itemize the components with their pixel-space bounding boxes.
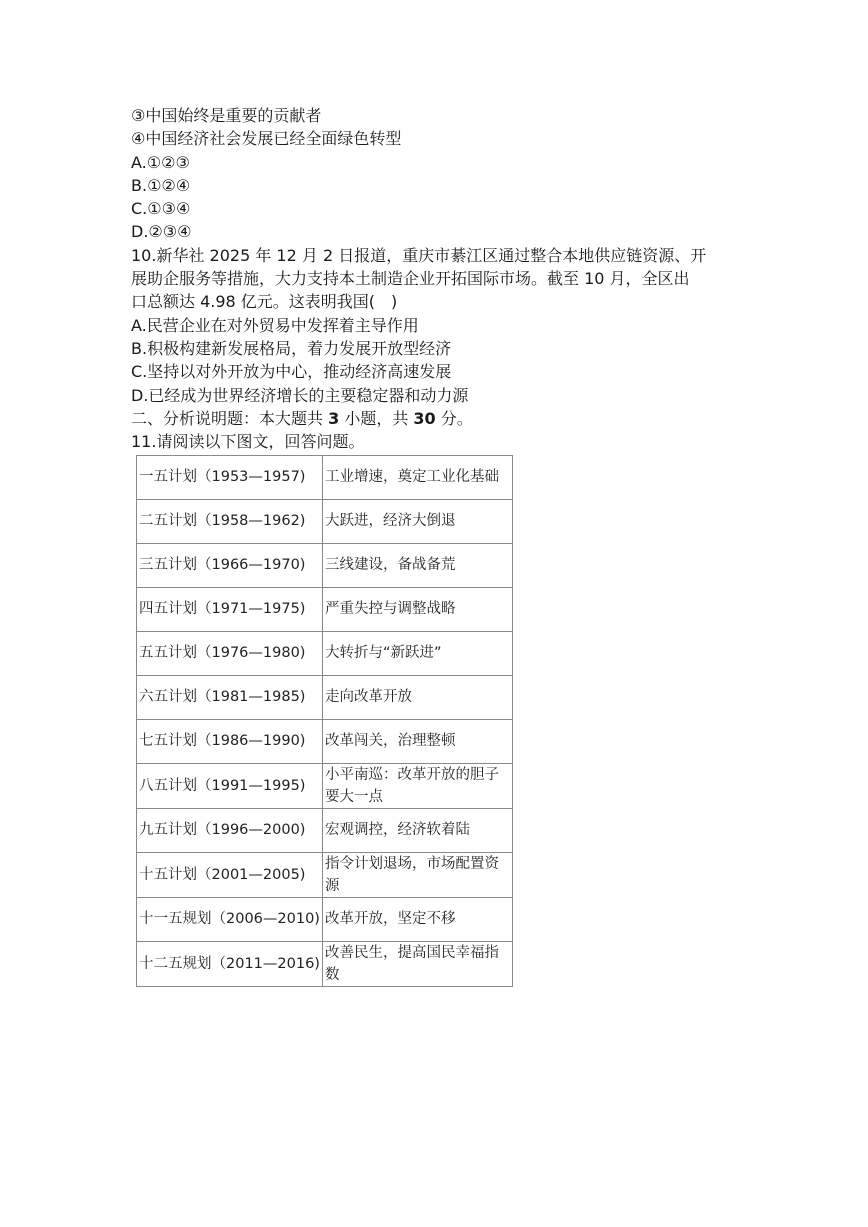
plan-period-cell: 八五计划（1991—1995)	[137, 764, 323, 809]
option-c: C.坚持以对外开放为中心，推动经济高速发展	[131, 362, 452, 382]
section-suffix: 分。	[435, 408, 473, 428]
question-11-stem: 11.请阅读以下图文，回答问题。	[131, 432, 365, 452]
plan-period-cell: 十五计划（2001—2005)	[137, 853, 323, 898]
plan-period-cell: 七五计划（1986—1990)	[137, 720, 323, 764]
option-c: C.①③④	[131, 199, 191, 219]
option-a: A.①②③	[131, 152, 190, 172]
option-a: A.民营企业在对外贸易中发挥着主导作用	[131, 315, 419, 335]
plan-description-cell: 小平南巡：改革开放的胆子要大一点	[323, 764, 513, 809]
text-line: ③中国始终是重要的贡献者	[131, 106, 322, 125]
total-score: 30	[413, 408, 436, 428]
table-row	[137, 942, 513, 987]
table-row	[137, 720, 513, 764]
section-middle: 小题，共	[339, 408, 414, 428]
plan-period-cell: 五五计划（1976—1980)	[137, 632, 323, 676]
option-b: B.积极构建新发展格局，着力发展开放型经济	[131, 338, 452, 358]
table-row	[137, 456, 513, 500]
plan-description-cell: 严重失控与调整战略	[323, 588, 513, 632]
plan-description-cell: 三线建设，备战备荒	[323, 544, 513, 588]
plan-description-cell: 宏观调控，经济软着陆	[323, 809, 513, 853]
plan-period-cell: 二五计划（1958—1962)	[137, 500, 323, 544]
plan-period-cell: 十二五规划（2011—2016)	[137, 942, 323, 987]
option-b: B.①②④	[131, 175, 191, 195]
plan-description-cell: 大转折与“新跃进”	[323, 632, 513, 676]
table-row	[137, 898, 513, 942]
plan-period-cell: 九五计划（1996—2000)	[137, 809, 323, 853]
table-row	[137, 764, 513, 809]
plan-period-cell: 三五计划（1966—1970)	[137, 544, 323, 588]
question-10-stem: 展助企服务等措施，大力支持本土制造企业开拓国际市场。截至 10 月，全区出	[131, 269, 690, 289]
plan-period-cell: 一五计划（1953—1957)	[137, 456, 323, 500]
plan-description-cell: 走向改革开放	[323, 676, 513, 720]
table-row	[137, 588, 513, 632]
document-body	[131, 104, 751, 453]
table-row	[137, 676, 513, 720]
plan-description-cell: 改善民生，提高国民幸福指数	[323, 942, 513, 987]
plan-period-cell: 十一五规划（2006—2010)	[137, 898, 323, 942]
plan-description-cell: 大跃进，经济大倒退	[323, 500, 513, 544]
option-d: D.②③④	[131, 222, 192, 242]
plan-description-cell: 改革开放，坚定不移	[323, 898, 513, 942]
table-row	[137, 632, 513, 676]
table-row	[137, 500, 513, 544]
five-year-plan-table-wrapper	[136, 455, 513, 987]
five-year-plan-table	[136, 455, 513, 987]
plan-description-cell: 指令计划退场，市场配置资源	[323, 853, 513, 898]
text-line: ④中国经济社会发展已经全面绿色转型	[131, 129, 402, 149]
question-10-stem: 10.新华社 2025 年 12 月 2 日报道，重庆市綦江区通过整合本地供应链资源、开	[131, 245, 707, 265]
table-row	[137, 809, 513, 853]
plan-description-cell: 改革闯关，治理整顿	[323, 720, 513, 764]
option-d: D.已经成为世界经济增长的主要稳定器和动力源	[131, 385, 469, 405]
plan-period-cell: 六五计划（1981—1985)	[137, 676, 323, 720]
plan-description-cell: 工业增速，奠定工业化基础	[323, 456, 513, 500]
table-row	[137, 544, 513, 588]
question-count: 3	[328, 408, 340, 428]
table-row	[137, 853, 513, 898]
section-heading	[131, 407, 751, 430]
section-prefix: 二、分析说明题：本大题共	[131, 408, 329, 428]
plan-period-cell: 四五计划（1971—1975)	[137, 588, 323, 632]
question-10-stem: 口总额达 4.98 亿元。这表明我国( )	[131, 292, 398, 312]
